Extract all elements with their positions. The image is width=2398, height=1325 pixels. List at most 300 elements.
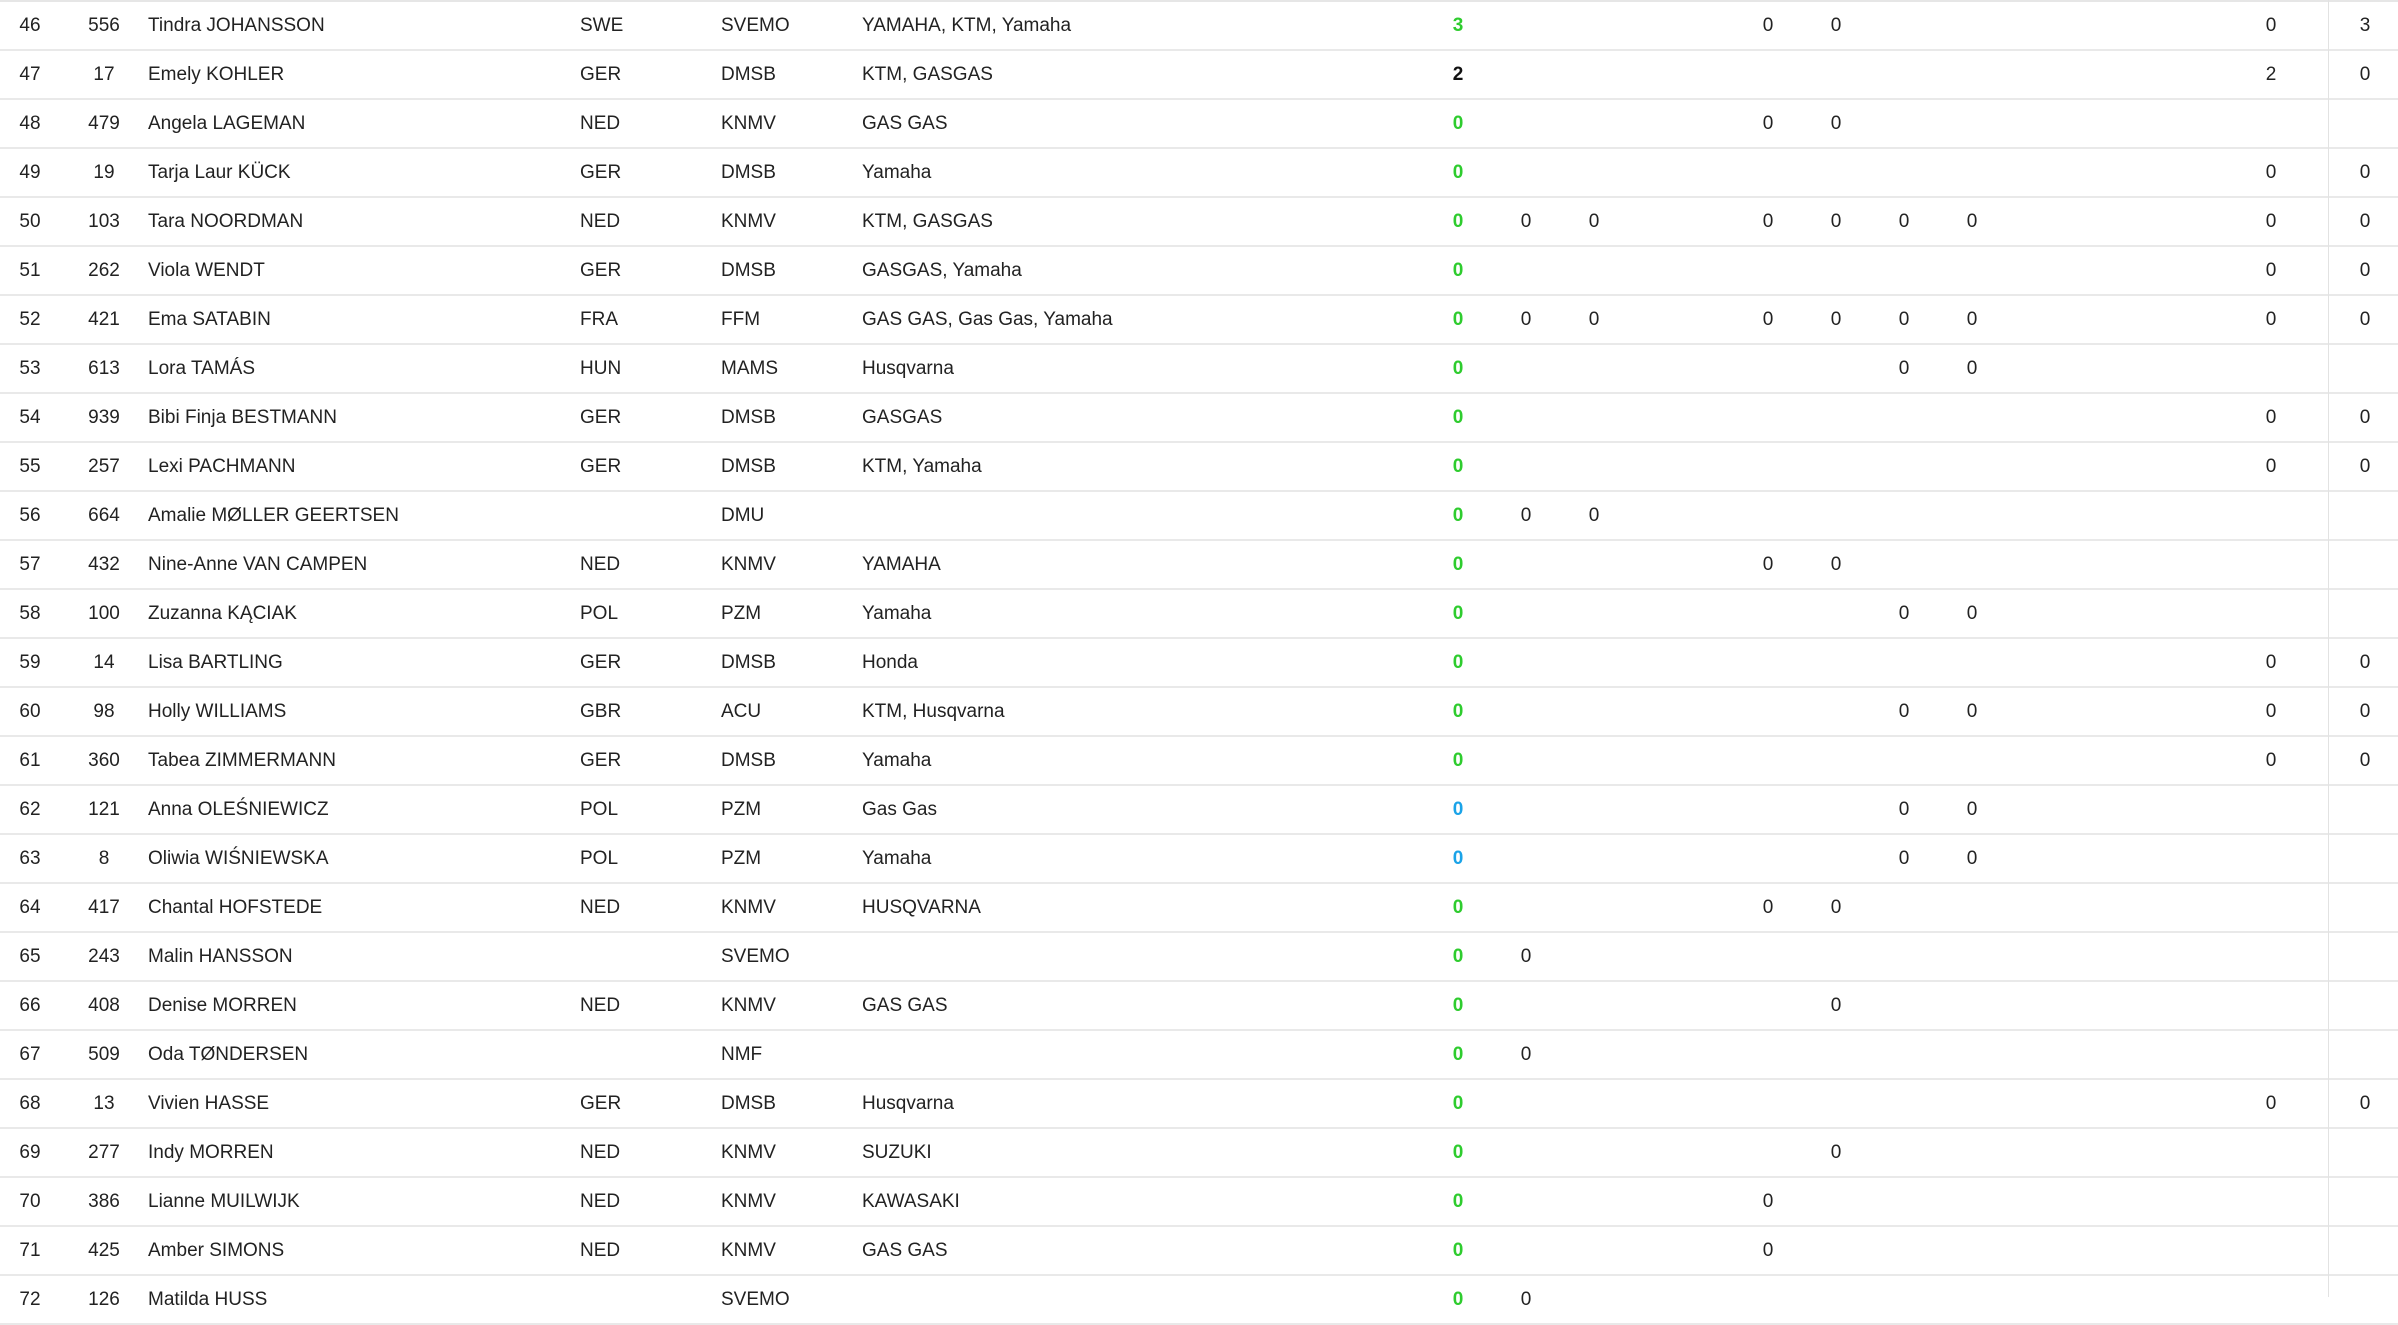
nationality-cell: GER — [580, 393, 721, 442]
total-points-cell: 0 — [1424, 736, 1492, 785]
race-5-cell — [1802, 246, 1870, 295]
race-9-cell — [2074, 295, 2142, 344]
race-12-cell — [2332, 932, 2398, 981]
race-9-cell — [2074, 1128, 2142, 1177]
rider-number-cell: 408 — [60, 981, 148, 1030]
race-6-cell — [1870, 540, 1938, 589]
race-1-cell: 0 — [1492, 295, 1560, 344]
race-1-cell — [1492, 638, 1560, 687]
race-7-cell — [1938, 932, 2006, 981]
rider-name-cell[interactable]: Holly WILLIAMS — [148, 687, 580, 736]
brand-cell: GASGAS, Yamaha — [862, 246, 1424, 295]
nationality-cell: NED — [580, 1177, 721, 1226]
race-6-cell — [1870, 638, 1938, 687]
rider-name-cell[interactable]: Denise MORREN — [148, 981, 580, 1030]
race-6-cell — [1870, 1030, 1938, 1079]
race-12-cell — [2332, 834, 2398, 883]
race-9-cell — [2074, 393, 2142, 442]
race-10-cell — [2142, 932, 2210, 981]
table-row[interactable] — [0, 442, 2398, 491]
table-row[interactable] — [0, 736, 2398, 785]
race-5-cell — [1802, 148, 1870, 197]
rider-name-cell[interactable]: Oliwia WIŚNIEWSKA — [148, 834, 580, 883]
race-6-cell: 0 — [1870, 687, 1938, 736]
brand-cell: GASGAS — [862, 393, 1424, 442]
table-row[interactable] — [0, 1030, 2398, 1079]
rider-name-cell[interactable]: Lisa BARTLING — [148, 638, 580, 687]
race-10-cell — [2142, 1, 2210, 50]
nationality-cell: NED — [580, 981, 721, 1030]
race-2-cell — [1560, 785, 1628, 834]
race-4-cell — [1734, 1030, 1802, 1079]
race-6-cell: 0 — [1870, 589, 1938, 638]
race-1-cell — [1492, 1128, 1560, 1177]
race-8-cell — [2006, 246, 2074, 295]
federation-cell: PZM — [721, 589, 862, 638]
brand-cell: Yamaha — [862, 148, 1424, 197]
table-row[interactable] — [0, 981, 2398, 1030]
race-12-cell: 0 — [2332, 687, 2398, 736]
total-points-cell: 0 — [1424, 1275, 1492, 1324]
rider-name-cell[interactable]: Zuzanna KĄCIAK — [148, 589, 580, 638]
race-5-cell — [1802, 1226, 1870, 1275]
rider-number-cell: 479 — [60, 99, 148, 148]
race-8-cell — [2006, 589, 2074, 638]
position-cell: 70 — [0, 1177, 60, 1226]
federation-cell: KNMV — [721, 883, 862, 932]
brand-cell: HUSQVARNA — [862, 883, 1424, 932]
race-8-cell — [2006, 736, 2074, 785]
position-cell: 58 — [0, 589, 60, 638]
race-6-cell — [1870, 246, 1938, 295]
race-8-cell — [2006, 1226, 2074, 1275]
race-10-cell — [2142, 246, 2210, 295]
race-6-cell — [1870, 883, 1938, 932]
nationality-cell: GER — [580, 50, 721, 99]
race-5-cell — [1802, 393, 1870, 442]
rider-number-cell: 8 — [60, 834, 148, 883]
race-4-cell — [1734, 932, 1802, 981]
table-row[interactable] — [0, 932, 2398, 981]
rider-name-cell[interactable]: Chantal HOFSTEDE — [148, 883, 580, 932]
brand-cell: YAMAHA, KTM, Yamaha — [862, 1, 1424, 50]
race-8-cell — [2006, 540, 2074, 589]
race-3-cell — [1628, 687, 1734, 736]
rider-number-cell: 121 — [60, 785, 148, 834]
race-6-cell — [1870, 932, 1938, 981]
race-4-cell — [1734, 148, 1802, 197]
table-row[interactable] — [0, 785, 2398, 834]
nationality-cell: NED — [580, 197, 721, 246]
race-11-cell — [2210, 1226, 2332, 1275]
race-1-cell — [1492, 1, 1560, 50]
race-9-cell — [2074, 1226, 2142, 1275]
table-row[interactable] — [0, 883, 2398, 932]
race-8-cell — [2006, 50, 2074, 99]
position-cell: 48 — [0, 99, 60, 148]
rider-name-cell[interactable]: Amber SIMONS — [148, 1226, 580, 1275]
rider-number-cell: 14 — [60, 638, 148, 687]
position-cell: 64 — [0, 883, 60, 932]
race-7-cell: 0 — [1938, 834, 2006, 883]
race-6-cell: 0 — [1870, 295, 1938, 344]
nationality-cell: GER — [580, 246, 721, 295]
race-2-cell — [1560, 834, 1628, 883]
position-cell: 47 — [0, 50, 60, 99]
race-9-cell — [2074, 344, 2142, 393]
race-12-cell — [2332, 1275, 2398, 1324]
federation-cell: SVEMO — [721, 932, 862, 981]
race-9-cell — [2074, 1177, 2142, 1226]
brand-cell: KTM, GASGAS — [862, 197, 1424, 246]
race-3-cell — [1628, 295, 1734, 344]
race-1-cell — [1492, 589, 1560, 638]
race-4-cell: 0 — [1734, 1177, 1802, 1226]
race-2-cell — [1560, 393, 1628, 442]
race-2-cell — [1560, 1079, 1628, 1128]
race-12-cell: 0 — [2332, 638, 2398, 687]
rider-number-cell: 126 — [60, 1275, 148, 1324]
table-row[interactable] — [0, 344, 2398, 393]
race-9-cell — [2074, 785, 2142, 834]
race-5-cell — [1802, 50, 1870, 99]
table-row[interactable] — [0, 197, 2398, 246]
race-3-cell — [1628, 736, 1734, 785]
race-9-cell — [2074, 1030, 2142, 1079]
race-2-cell — [1560, 1, 1628, 50]
race-11-cell: 0 — [2210, 638, 2332, 687]
race-2-cell — [1560, 540, 1628, 589]
race-1-cell — [1492, 687, 1560, 736]
nationality-cell: GER — [580, 638, 721, 687]
race-11-cell — [2210, 1128, 2332, 1177]
race-7-cell — [1938, 1079, 2006, 1128]
nationality-cell: NED — [580, 1128, 721, 1177]
race-11-cell: 0 — [2210, 1079, 2332, 1128]
table-row[interactable] — [0, 589, 2398, 638]
nationality-cell — [580, 491, 721, 540]
race-2-cell — [1560, 1030, 1628, 1079]
race-2-cell — [1560, 932, 1628, 981]
rider-name-cell[interactable]: Lexi PACHMANN — [148, 442, 580, 491]
total-points-cell: 0 — [1424, 1226, 1492, 1275]
rider-number-cell: 262 — [60, 246, 148, 295]
table-row[interactable] — [0, 1275, 2398, 1324]
rider-name-cell[interactable]: Anna OLEŚNIEWICZ — [148, 785, 580, 834]
race-10-cell — [2142, 785, 2210, 834]
rider-name-cell[interactable]: Viola WENDT — [148, 246, 580, 295]
total-points-cell: 0 — [1424, 344, 1492, 393]
rider-number-cell: 432 — [60, 540, 148, 589]
position-cell: 65 — [0, 932, 60, 981]
race-12-cell — [2332, 1177, 2398, 1226]
race-8-cell — [2006, 1079, 2074, 1128]
race-11-cell: 0 — [2210, 197, 2332, 246]
race-5-cell: 0 — [1802, 1, 1870, 50]
race-5-cell: 0 — [1802, 540, 1870, 589]
position-cell: 68 — [0, 1079, 60, 1128]
federation-cell: KNMV — [721, 197, 862, 246]
race-3-cell — [1628, 442, 1734, 491]
race-6-cell — [1870, 393, 1938, 442]
race-5-cell — [1802, 1030, 1870, 1079]
race-10-cell — [2142, 197, 2210, 246]
rider-name-cell[interactable]: Vivien HASSE — [148, 1079, 580, 1128]
race-4-cell — [1734, 1128, 1802, 1177]
race-7-cell — [1938, 148, 2006, 197]
race-3-cell — [1628, 344, 1734, 393]
race-4-cell: 0 — [1734, 540, 1802, 589]
race-4-cell: 0 — [1734, 197, 1802, 246]
rider-number-cell: 257 — [60, 442, 148, 491]
rider-name-cell[interactable]: Bibi Finja BESTMANN — [148, 393, 580, 442]
table-row[interactable] — [0, 50, 2398, 99]
race-5-cell: 0 — [1802, 197, 1870, 246]
table-row[interactable] — [0, 295, 2398, 344]
table-right-border — [2328, 0, 2329, 1297]
race-12-cell: 0 — [2332, 442, 2398, 491]
brand-cell: Gas Gas — [862, 785, 1424, 834]
federation-cell: PZM — [721, 785, 862, 834]
federation-cell: SVEMO — [721, 1, 862, 50]
rider-name-cell[interactable]: Malin HANSSON — [148, 932, 580, 981]
race-3-cell — [1628, 1030, 1734, 1079]
race-6-cell: 0 — [1870, 785, 1938, 834]
rider-name-cell[interactable]: Oda TØNDERSEN — [148, 1030, 580, 1079]
race-10-cell — [2142, 1128, 2210, 1177]
race-4-cell — [1734, 589, 1802, 638]
race-1-cell — [1492, 834, 1560, 883]
race-12-cell: 0 — [2332, 246, 2398, 295]
race-11-cell — [2210, 1177, 2332, 1226]
total-points-cell: 0 — [1424, 1128, 1492, 1177]
race-1-cell — [1492, 883, 1560, 932]
position-cell: 50 — [0, 197, 60, 246]
brand-cell: Yamaha — [862, 589, 1424, 638]
table-row[interactable] — [0, 393, 2398, 442]
federation-cell: DMSB — [721, 148, 862, 197]
race-11-cell: 0 — [2210, 295, 2332, 344]
race-1-cell — [1492, 785, 1560, 834]
race-12-cell — [2332, 589, 2398, 638]
race-5-cell — [1802, 442, 1870, 491]
total-points-cell: 0 — [1424, 148, 1492, 197]
total-points-cell: 0 — [1424, 834, 1492, 883]
total-points-cell: 0 — [1424, 1177, 1492, 1226]
total-points-cell: 0 — [1424, 638, 1492, 687]
table-row[interactable] — [0, 1079, 2398, 1128]
race-10-cell — [2142, 1030, 2210, 1079]
race-11-cell — [2210, 99, 2332, 148]
race-1-cell: 0 — [1492, 1030, 1560, 1079]
race-12-cell — [2332, 1030, 2398, 1079]
brand-cell: Yamaha — [862, 834, 1424, 883]
nationality-cell: POL — [580, 785, 721, 834]
federation-cell: DMU — [721, 491, 862, 540]
nationality-cell: HUN — [580, 344, 721, 393]
rider-number-cell: 17 — [60, 50, 148, 99]
table-row[interactable] — [0, 1226, 2398, 1275]
table-row[interactable] — [0, 99, 2398, 148]
race-9-cell — [2074, 50, 2142, 99]
rider-name-cell[interactable]: Tarja Laur KÜCK — [148, 148, 580, 197]
race-7-cell — [1938, 491, 2006, 540]
nationality-cell: GER — [580, 736, 721, 785]
race-2-cell — [1560, 589, 1628, 638]
brand-cell — [862, 491, 1424, 540]
rider-name-cell[interactable]: Tara NOORDMAN — [148, 197, 580, 246]
race-11-cell: 0 — [2210, 687, 2332, 736]
rider-number-cell: 939 — [60, 393, 148, 442]
race-2-cell: 0 — [1560, 491, 1628, 540]
table-row[interactable] — [0, 834, 2398, 883]
total-points-cell: 0 — [1424, 491, 1492, 540]
rider-name-cell[interactable]: Angela LAGEMAN — [148, 99, 580, 148]
federation-cell: DMSB — [721, 442, 862, 491]
rider-name-cell[interactable]: Amalie MØLLER GEERTSEN — [148, 491, 580, 540]
position-cell: 61 — [0, 736, 60, 785]
federation-cell: DMSB — [721, 246, 862, 295]
race-7-cell — [1938, 99, 2006, 148]
rider-number-cell: 421 — [60, 295, 148, 344]
race-2-cell — [1560, 981, 1628, 1030]
rider-number-cell: 13 — [60, 1079, 148, 1128]
race-7-cell — [1938, 638, 2006, 687]
brand-cell: KTM, Husqvarna — [862, 687, 1424, 736]
race-10-cell — [2142, 295, 2210, 344]
race-3-cell — [1628, 1, 1734, 50]
rider-number-cell: 613 — [60, 344, 148, 393]
federation-cell: DMSB — [721, 50, 862, 99]
race-5-cell: 0 — [1802, 295, 1870, 344]
brand-cell: GAS GAS — [862, 981, 1424, 1030]
race-4-cell — [1734, 785, 1802, 834]
total-points-cell: 0 — [1424, 99, 1492, 148]
nationality-cell: GBR — [580, 687, 721, 736]
race-6-cell — [1870, 50, 1938, 99]
race-1-cell — [1492, 540, 1560, 589]
table-row[interactable] — [0, 638, 2398, 687]
race-12-cell: 3 — [2332, 1, 2398, 50]
rider-number-cell: 19 — [60, 148, 148, 197]
rider-name-cell[interactable]: Lora TAMÁS — [148, 344, 580, 393]
rider-name-cell[interactable]: Tindra JOHANSSON — [148, 1, 580, 50]
nationality-cell — [580, 932, 721, 981]
rider-name-cell[interactable]: Nine-Anne VAN CAMPEN — [148, 540, 580, 589]
race-2-cell — [1560, 50, 1628, 99]
table-row[interactable] — [0, 1, 2398, 50]
position-cell: 54 — [0, 393, 60, 442]
race-9-cell — [2074, 148, 2142, 197]
race-2-cell — [1560, 344, 1628, 393]
race-10-cell — [2142, 638, 2210, 687]
race-8-cell — [2006, 687, 2074, 736]
race-12-cell: 0 — [2332, 393, 2398, 442]
rider-name-cell[interactable]: Indy MORREN — [148, 1128, 580, 1177]
rider-name-cell[interactable]: Emely KOHLER — [148, 50, 580, 99]
race-10-cell — [2142, 736, 2210, 785]
table-row[interactable] — [0, 687, 2398, 736]
total-points-cell: 2 — [1424, 50, 1492, 99]
race-8-cell — [2006, 344, 2074, 393]
race-9-cell — [2074, 99, 2142, 148]
federation-cell: KNMV — [721, 540, 862, 589]
race-9-cell — [2074, 246, 2142, 295]
race-2-cell — [1560, 1128, 1628, 1177]
race-9-cell — [2074, 981, 2142, 1030]
race-3-cell — [1628, 1079, 1734, 1128]
rider-name-cell[interactable]: Tabea ZIMMERMANN — [148, 736, 580, 785]
race-12-cell — [2332, 883, 2398, 932]
total-points-cell: 0 — [1424, 1079, 1492, 1128]
race-8-cell — [2006, 883, 2074, 932]
rider-number-cell: 556 — [60, 1, 148, 50]
race-8-cell — [2006, 981, 2074, 1030]
brand-cell: Husqvarna — [862, 1079, 1424, 1128]
race-11-cell — [2210, 1275, 2332, 1324]
table-row[interactable] — [0, 148, 2398, 197]
race-7-cell — [1938, 1030, 2006, 1079]
race-9-cell — [2074, 834, 2142, 883]
race-4-cell — [1734, 638, 1802, 687]
race-6-cell — [1870, 1128, 1938, 1177]
race-8-cell — [2006, 99, 2074, 148]
race-10-cell — [2142, 540, 2210, 589]
race-10-cell — [2142, 393, 2210, 442]
race-10-cell — [2142, 442, 2210, 491]
race-10-cell — [2142, 687, 2210, 736]
race-7-cell — [1938, 246, 2006, 295]
race-7-cell — [1938, 1, 2006, 50]
race-9-cell — [2074, 932, 2142, 981]
race-3-cell — [1628, 393, 1734, 442]
table-row[interactable] — [0, 540, 2398, 589]
race-10-cell — [2142, 1177, 2210, 1226]
race-4-cell — [1734, 687, 1802, 736]
rider-name-cell[interactable]: Lianne MUILWIJK — [148, 1177, 580, 1226]
table-row[interactable] — [0, 246, 2398, 295]
total-points-cell: 0 — [1424, 393, 1492, 442]
brand-cell: Yamaha — [862, 736, 1424, 785]
rider-name-cell[interactable]: Ema SATABIN — [148, 295, 580, 344]
table-row[interactable] — [0, 1177, 2398, 1226]
table-row[interactable] — [0, 1128, 2398, 1177]
race-5-cell — [1802, 1079, 1870, 1128]
race-12-cell: 0 — [2332, 736, 2398, 785]
race-9-cell — [2074, 687, 2142, 736]
race-11-cell — [2210, 491, 2332, 540]
race-4-cell — [1734, 442, 1802, 491]
brand-cell: GAS GAS — [862, 99, 1424, 148]
race-2-cell — [1560, 246, 1628, 295]
total-points-cell: 0 — [1424, 1030, 1492, 1079]
nationality-cell: NED — [580, 883, 721, 932]
nationality-cell: GER — [580, 148, 721, 197]
table-row[interactable] — [0, 491, 2398, 540]
race-4-cell — [1734, 344, 1802, 393]
position-cell: 67 — [0, 1030, 60, 1079]
rider-name-cell[interactable]: Matilda HUSS — [148, 1275, 580, 1324]
race-2-cell — [1560, 1226, 1628, 1275]
race-4-cell — [1734, 393, 1802, 442]
federation-cell: KNMV — [721, 981, 862, 1030]
rider-number-cell: 386 — [60, 1177, 148, 1226]
race-6-cell — [1870, 1226, 1938, 1275]
race-8-cell — [2006, 148, 2074, 197]
race-1-cell — [1492, 393, 1560, 442]
race-6-cell — [1870, 736, 1938, 785]
race-3-cell — [1628, 197, 1734, 246]
